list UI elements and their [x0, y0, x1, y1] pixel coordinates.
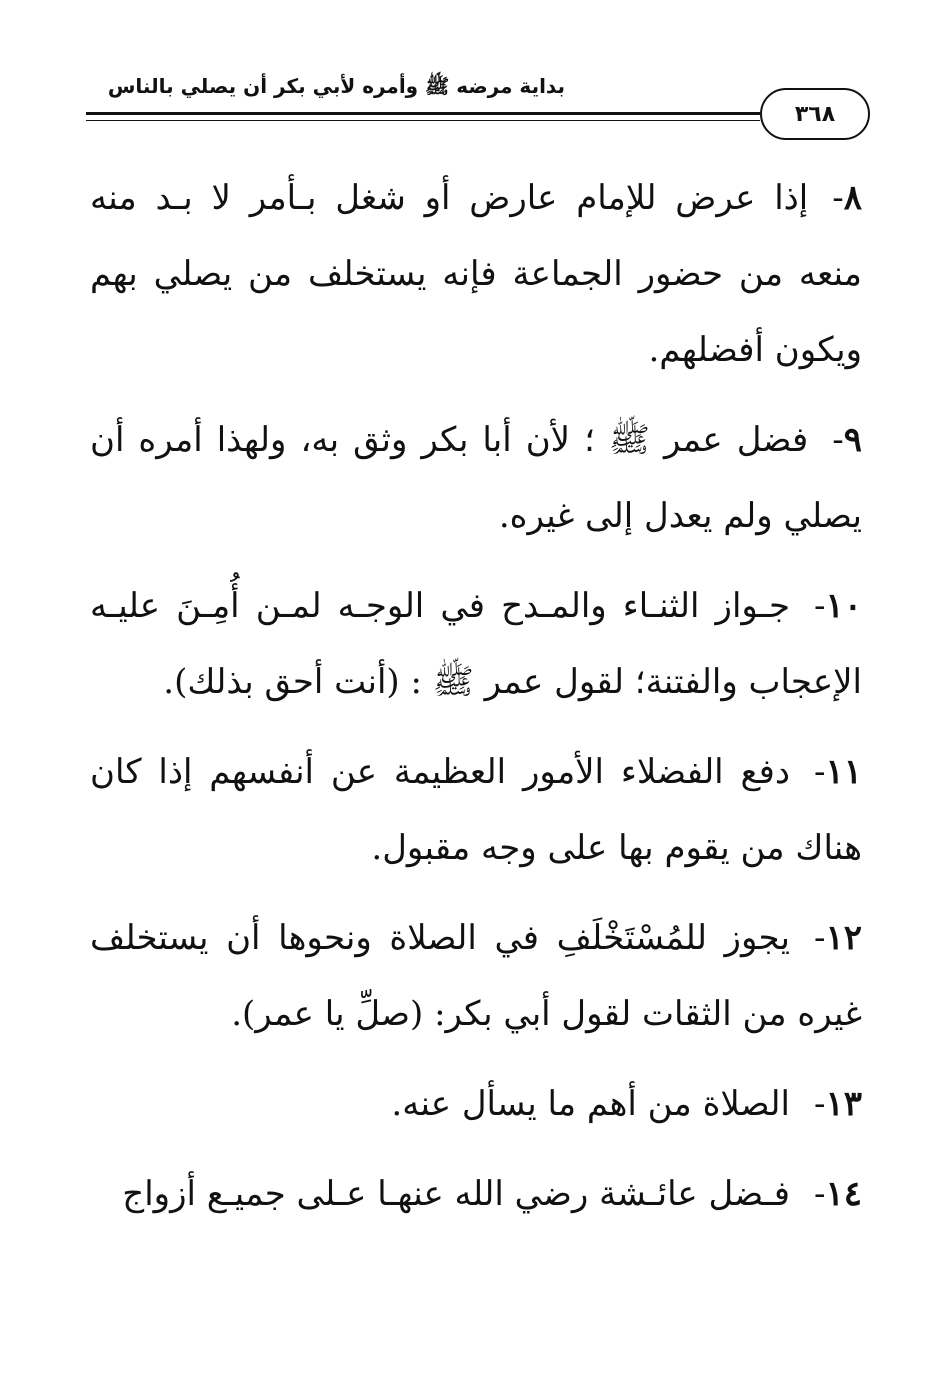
item-number: ١٠: [825, 586, 862, 626]
list-item: [90, 1066, 862, 1142]
page-number: ٣٦٨: [794, 101, 836, 127]
item-dash: -: [813, 1174, 826, 1214]
item-number: ١٤: [825, 1174, 862, 1214]
item-number: ١١: [825, 752, 862, 792]
item-dash: -: [813, 752, 826, 792]
header-rule-thick: [86, 112, 760, 115]
item-text: إذا عرض للإمام عارض أو شغل بـأمر لا بـد منه منعه من حضور الجماعة فإنه يستخلف من يصلي بهم ويكون أفضلهم.: [90, 178, 862, 370]
list-item: [90, 900, 862, 1052]
item-dash: -: [813, 1084, 826, 1124]
item-dash: -: [832, 420, 844, 460]
item-text: فـضل عائـشة رضي الله عنهـا عـلى جميـع أزواج: [122, 1174, 790, 1214]
list-item: [90, 402, 862, 554]
list-item: [90, 734, 862, 886]
item-dash: -: [813, 586, 826, 626]
item-text: دفع الفضلاء الأمور العظيمة عن أنفسهم إذا كان هناك من يقوم بها على وجه مقبول.: [90, 752, 862, 868]
list-item: [90, 568, 862, 720]
item-number: ٩: [843, 420, 862, 460]
list-item: [90, 1156, 862, 1232]
item-dash: -: [832, 178, 844, 218]
item-text: الصلاة من أهم ما يسأل عنه.: [391, 1084, 790, 1124]
item-dash: -: [813, 918, 826, 958]
item-number: ١٣: [825, 1084, 862, 1124]
item-text: يجوز للمُسْتَخْلَفِ في الصلاة ونحوها أن يستخلف غيره من الثقات لقول أبي بكر: (صلِّ يا عمر).: [90, 918, 862, 1034]
running-title: بداية مرضه ﷺ وأمره لأبي بكر أن يصلي بالناس: [107, 74, 565, 98]
list-item: [90, 160, 862, 388]
item-number: ٨: [843, 178, 862, 218]
page-header: [80, 60, 870, 160]
item-text: فضل عمر ﷺ ؛ لأن أبا بكر وثق به، ولهذا أمره أن يصلي ولم يعدل إلى غيره.: [90, 420, 862, 536]
page-number-badge: [760, 88, 870, 140]
page-body: [90, 160, 862, 1246]
item-number: ١٢: [825, 918, 862, 958]
item-text: جـواز الثنـاء والمـدح في الوجـه لمـن أُمِـنَ عليـه الإعجاب والفتنة؛ لقول عمر ﷺ : (أنت أحق بذلك).: [90, 586, 862, 702]
header-rule-thin: [86, 120, 760, 121]
